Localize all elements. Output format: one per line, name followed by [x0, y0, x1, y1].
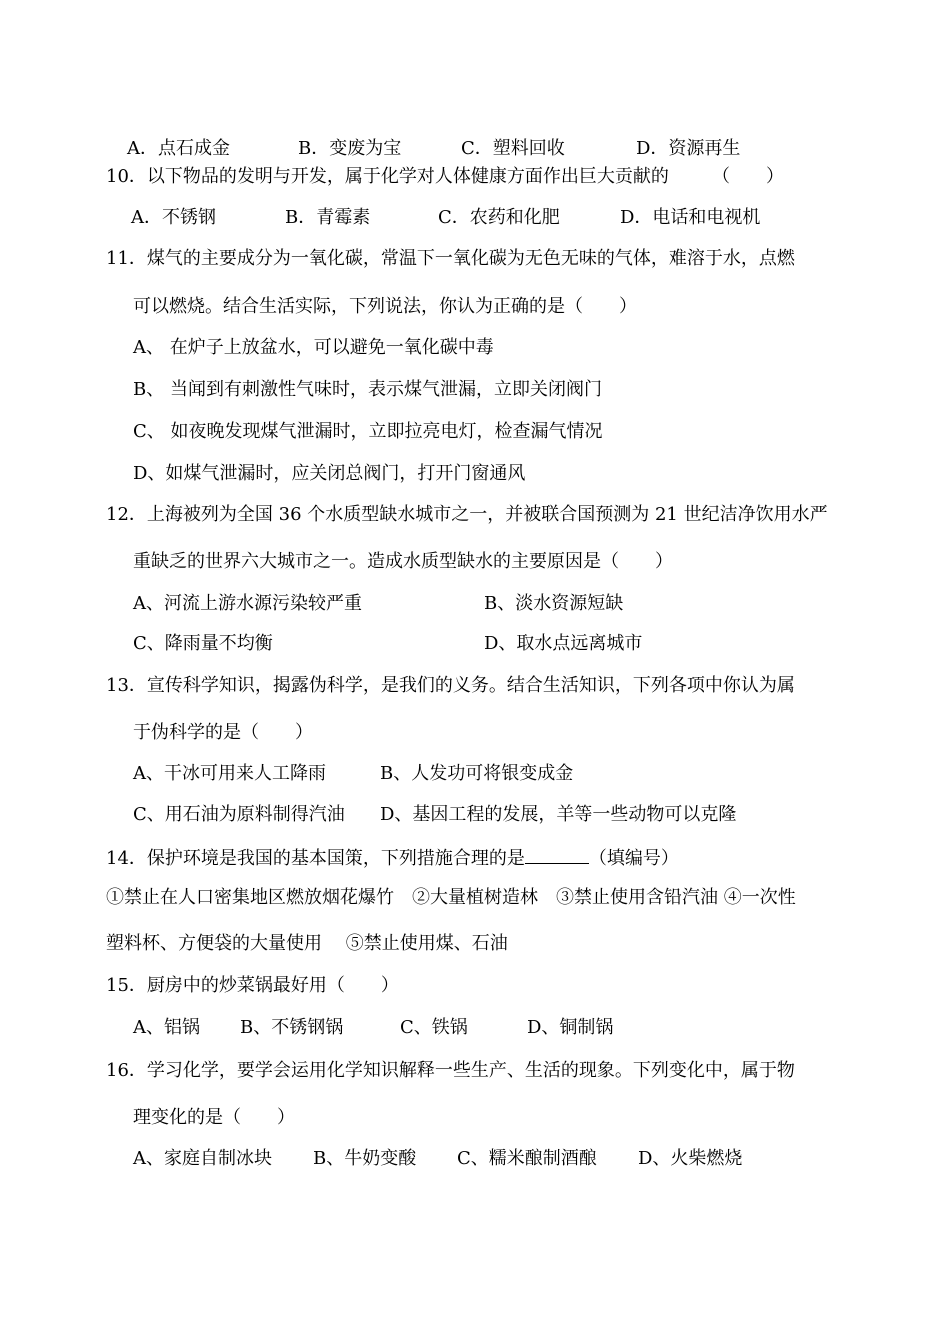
- q13-stem-line2: 于伪科学的是（ ）: [133, 722, 313, 743]
- q9-option-d: D．资源再生: [636, 138, 741, 159]
- q11-option-b: B、 当闻到有刺激性气味时，表示煤气泄漏，立即关闭阀门: [133, 379, 602, 400]
- q15-option-b: B、不锈钢锅: [240, 1017, 344, 1038]
- q12-stem-line1: 12．上海被列为全国 36 个水质型缺水城市之一，并被联合国预测为 21 世纪洁净饮用水严: [106, 504, 828, 525]
- q15-option-a: A、铝锅: [133, 1017, 200, 1038]
- q14-measures-line2: 塑料杯、方便袋的大量使用 ⑤禁止使用煤、石油: [106, 933, 508, 954]
- q13-option-c: C、用石油为原料制得汽油: [133, 804, 345, 825]
- q12-stem-line2: 重缺乏的世界六大城市之一。造成水质型缺水的主要原因是（ ）: [133, 551, 673, 572]
- q14-measures-line1: ①禁止在人口密集地区燃放烟花爆竹 ②大量植树造林 ③禁止使用含铅汽油 ④一次性: [106, 887, 796, 908]
- q15-option-d: D、铜制锅: [527, 1017, 614, 1038]
- q13-stem-line1: 13．宣传科学知识，揭露伪科学，是我们的义务。结合生活知识，下列各项中你认为属: [106, 675, 795, 696]
- q12-option-a: A、河流上游水源污染较严重: [133, 593, 362, 614]
- q9-option-a: A．点石成金: [127, 138, 230, 159]
- q10-option-c: C．农药和化肥: [438, 207, 560, 228]
- q13-option-b: B、人发功可将银变成金: [380, 763, 574, 784]
- q16-option-c: C、糯米酿制酒酿: [457, 1148, 597, 1169]
- q10-option-b: B．青霉素: [285, 207, 371, 228]
- q9-option-c: C．塑料回收: [461, 138, 565, 159]
- q12-option-b: B、淡水资源短缺: [484, 593, 624, 614]
- q16-option-b: B、牛奶变酸: [313, 1148, 417, 1169]
- q14-stem-text: 14．保护环境是我国的基本国策，下列措施合理的是: [106, 848, 525, 869]
- q16-stem-line2: 理变化的是（ ）: [133, 1107, 295, 1128]
- q11-option-a: A、 在炉子上放盆水，可以避免一氧化碳中毒: [133, 337, 494, 358]
- q16-option-d: D、火柴燃烧: [638, 1148, 743, 1169]
- q10-answer-paren: （ ）: [712, 166, 784, 187]
- q10-option-d: D．电话和电视机: [620, 207, 761, 228]
- q12-option-d: D、取水点远离城市: [484, 633, 643, 654]
- q11-stem-line2: 可以燃烧。结合生活实际，下列说法，你认为正确的是（ ）: [133, 296, 637, 317]
- q14-stem-suffix: （填编号）: [588, 848, 679, 869]
- q9-option-b: B．变废为宝: [298, 138, 402, 159]
- q11-option-c: C、 如夜晚发现煤气泄漏时，立即拉亮电灯，检查漏气情况: [133, 421, 603, 442]
- q10-option-a: A．不锈钢: [131, 207, 216, 228]
- q11-option-d: D、如煤气泄漏时，应关闭总阀门，打开门窗通风: [133, 463, 526, 484]
- q14-answer-blank: [525, 845, 589, 864]
- q13-option-a: A、干冰可用来人工降雨: [133, 763, 326, 784]
- q16-option-a: A、家庭自制冰块: [133, 1148, 272, 1169]
- q12-option-c: C、降雨量不均衡: [133, 633, 273, 654]
- q11-stem-line1: 11．煤气的主要成分为一氧化碳，常温下一氧化碳为无色无味的气体，难溶于水，点燃: [106, 248, 795, 269]
- q13-option-d: D、基因工程的发展，羊等一些动物可以克隆: [380, 804, 737, 825]
- q16-stem-line1: 16．学习化学，要学会运用化学知识解释一些生产、生活的现象。下列变化中，属于物: [106, 1060, 795, 1081]
- q14-stem: [106, 845, 679, 870]
- q15-option-c: C、铁锅: [400, 1017, 468, 1038]
- q15-stem: 15．厨房中的炒菜锅最好用（ ）: [106, 975, 399, 996]
- q10-stem-text: 10．以下物品的发明与开发，属于化学对人体健康方面作出巨大贡献的: [106, 166, 669, 187]
